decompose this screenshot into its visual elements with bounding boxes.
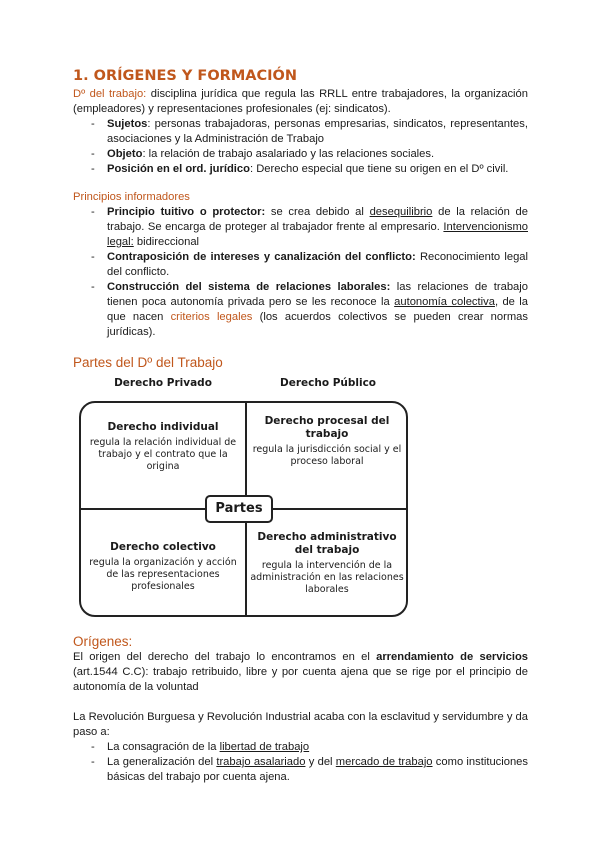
quadrant-title: Derecho administrativo del trabajo	[257, 531, 397, 556]
item-text: : la relación de trabajo asalariado y las relaciones sociales.	[142, 148, 435, 160]
principle-label: Contraposición de intereses y canalización del conflicto:	[107, 251, 416, 263]
column-header-private: Derecho Privado	[114, 377, 212, 389]
quadrant-desc: regula la jurisdicción social y el proceso laboral	[252, 444, 402, 467]
item-text: como instituciones básicas del trabajo por cuenta ajena.	[107, 756, 528, 783]
highlighted-term: criterios legales	[170, 311, 253, 323]
item-text: : personas trabajadoras, personas empresarias, sindicatos, representantes, asociaciones y la Administración de Trabajo	[107, 118, 528, 145]
list-item	[73, 250, 528, 280]
principle-text: , de la que nacen	[107, 296, 528, 323]
paragraph-text: El origen del derecho del trabajo lo encontramos en el	[73, 651, 377, 663]
definition-term: Dº del trabajo:	[73, 88, 147, 100]
item-label: Posición en el ord. jurídico	[107, 163, 250, 175]
underlined-term: autonomía colectiva	[394, 296, 495, 308]
underlined-term: desequilibrio	[369, 206, 433, 218]
quadrant-individual	[83, 421, 243, 473]
quadrant-procesal	[247, 415, 407, 468]
bold-term: arrendamiento de servicios	[376, 651, 528, 663]
document-page	[73, 68, 528, 785]
list-item	[73, 162, 528, 177]
principle-label: Principio tuitivo o protector:	[107, 206, 266, 218]
underlined-term: mercado de trabajo	[335, 756, 433, 768]
list-item	[73, 117, 528, 147]
principles-list	[73, 205, 528, 340]
principle-text: bidireccional	[133, 236, 200, 248]
paragraph-text: (art.1544 C.C): trabajo retribuido, libre y por cuenta ajena que se rige por el principio de autonomía de la voluntad	[73, 666, 528, 693]
quadrant-title: Derecho procesal del trabajo	[264, 415, 390, 440]
item-text: La generalización del	[107, 756, 217, 768]
parts-heading: Partes del Dº del Trabajo	[73, 355, 223, 370]
list-item	[73, 755, 528, 785]
item-label: Sujetos	[107, 118, 148, 130]
quadrant-title: Derecho individual	[107, 421, 219, 433]
origins-list	[73, 740, 528, 785]
underlined-term: trabajo asalariado	[216, 756, 306, 768]
quadrant-administrativo	[247, 531, 407, 596]
origins-paragraph	[73, 650, 528, 695]
list-item	[73, 205, 528, 250]
quadrant-title: Derecho colectivo	[110, 541, 216, 553]
column-header-public: Derecho Público	[279, 377, 377, 389]
item-text: y del	[305, 756, 336, 768]
item-text: : Derecho especial que tiene su origen en el Dº civil.	[249, 163, 509, 175]
principle-label: Construcción del sistema de relaciones laborales:	[107, 281, 391, 293]
underlined-term: libertad de trabajo	[219, 741, 310, 753]
quadrant-desc: regula la organización y acción de las representaciones profesionales	[89, 557, 237, 592]
revolution-paragraph: La Revolución Burguesa y Revolución Industrial acaba con la esclavitud y servidumbre y da paso a:	[73, 711, 528, 738]
quadrant-desc: regula la relación individual de trabajo y el contrato que la origina	[89, 437, 237, 472]
features-list	[73, 117, 528, 177]
parts-center-label: Partes	[205, 495, 273, 523]
list-item	[73, 740, 528, 755]
quadrant-desc: regula la intervención de la administración en las relaciones laborales	[250, 560, 404, 595]
principle-text: (los acuerdos colectivos se pueden crear normas jurídicas).	[107, 311, 528, 338]
principle-text: de la relación de trabajo. Se encarga de proteger al trabajador frente al empresario.	[107, 206, 528, 233]
quadrant-colectivo	[83, 541, 243, 593]
principle-text: Reconocimiento legal del conflicto.	[107, 251, 529, 278]
parts-diagram	[73, 377, 528, 625]
principles-heading: Principios informadores	[73, 191, 190, 203]
underlined-term: Intervencionismo legal:	[107, 221, 528, 248]
principle-text: se crea debido al	[265, 206, 370, 218]
origins-heading: Orígenes:	[73, 634, 133, 649]
principle-text: las relaciones de trabajo tienen poca autonomía privada pero se les reconoce la	[107, 281, 528, 308]
list-item	[73, 147, 528, 162]
item-text: La consagración de la	[107, 741, 220, 753]
item-label: Objeto	[107, 148, 143, 160]
page-title: 1. ORÍGENES Y FORMACIÓN	[73, 68, 297, 84]
definition-text: disciplina jurídica que regula las RRLL entre trabajadores, la organización (empleadores) y representaciones profesionales (ej: sindicatos).	[73, 88, 528, 115]
list-item	[73, 280, 528, 340]
definition-paragraph	[73, 87, 528, 117]
